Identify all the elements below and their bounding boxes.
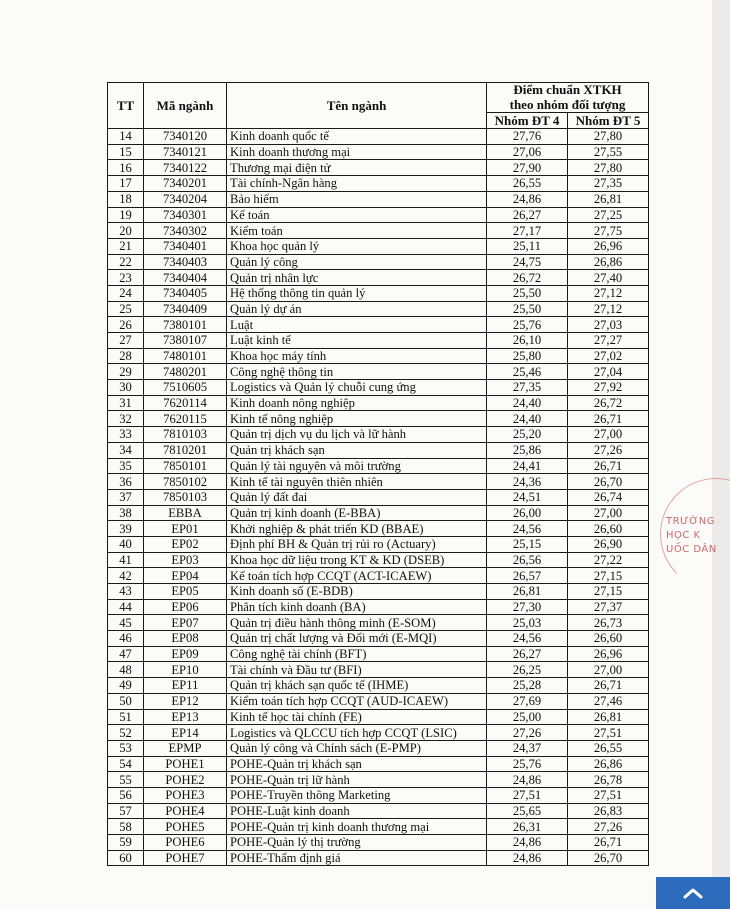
row-ten-nganh: Quản lý tài nguyên và môi trường <box>227 458 487 474</box>
row-ten-nganh: Logistics và QLCCU tích hợp CCQT (LSIC) <box>227 725 487 741</box>
row-diem-dt5: 27,22 <box>568 552 649 568</box>
row-diem-dt5: 26,60 <box>568 521 649 537</box>
row-tt: 27 <box>108 333 144 349</box>
row-ma-nganh: EP03 <box>144 552 227 568</box>
row-diem-dt4: 24,86 <box>487 850 568 866</box>
row-diem-dt5: 27,46 <box>568 693 649 709</box>
row-ten-nganh: Kế toán tích hợp CCQT (ACT-ICAEW) <box>227 568 487 584</box>
row-ten-nganh: POHE-Quản trị lữ hành <box>227 772 487 788</box>
row-diem-dt4: 26,56 <box>487 552 568 568</box>
row-ma-nganh: POHE4 <box>144 803 227 819</box>
row-diem-dt4: 25,80 <box>487 348 568 364</box>
row-ma-nganh: EP13 <box>144 709 227 725</box>
row-ten-nganh: Quản trị chất lượng và Đổi mới (E-MQI) <box>227 631 487 647</box>
row-tt: 52 <box>108 725 144 741</box>
row-diem-dt5: 26,96 <box>568 238 649 254</box>
table-row <box>108 301 649 317</box>
row-ma-nganh: 7480101 <box>144 348 227 364</box>
row-diem-dt4: 25,00 <box>487 709 568 725</box>
row-diem-dt4: 27,17 <box>487 223 568 239</box>
row-ma-nganh: POHE5 <box>144 819 227 835</box>
row-ten-nganh: Thương mại điện tử <box>227 160 487 176</box>
row-diem-dt4: 25,11 <box>487 238 568 254</box>
row-ten-nganh: Tài chính-Ngân hàng <box>227 176 487 192</box>
row-diem-dt5: 26,70 <box>568 850 649 866</box>
row-ten-nganh: Luật <box>227 317 487 333</box>
row-diem-dt5: 26,71 <box>568 458 649 474</box>
table-row <box>108 474 649 490</box>
row-ma-nganh: 7380107 <box>144 333 227 349</box>
row-ten-nganh: Khoa học máy tính <box>227 348 487 364</box>
table-row <box>108 348 649 364</box>
row-ma-nganh: POHE2 <box>144 772 227 788</box>
row-diem-dt5: 27,26 <box>568 442 649 458</box>
row-diem-dt4: 25,15 <box>487 536 568 552</box>
row-tt: 21 <box>108 238 144 254</box>
row-tt: 53 <box>108 740 144 756</box>
row-ma-nganh: 7480201 <box>144 364 227 380</box>
table-row <box>108 238 649 254</box>
table-row <box>108 442 649 458</box>
row-diem-dt4: 25,76 <box>487 756 568 772</box>
row-ma-nganh: 7340301 <box>144 207 227 223</box>
row-ma-nganh: EP05 <box>144 584 227 600</box>
table-row <box>108 662 649 678</box>
table-row <box>108 364 649 380</box>
table-row <box>108 129 649 145</box>
row-ten-nganh: Khởi nghiệp & phát triển KD (BBAE) <box>227 521 487 537</box>
row-ten-nganh: Kinh doanh quốc tế <box>227 129 487 145</box>
stamp-text: HỌC K <box>666 530 701 541</box>
row-ten-nganh: Kinh doanh nông nghiệp <box>227 395 487 411</box>
row-ma-nganh: 7340409 <box>144 301 227 317</box>
row-tt: 22 <box>108 254 144 270</box>
row-tt: 30 <box>108 380 144 396</box>
row-diem-dt5: 26,70 <box>568 474 649 490</box>
row-diem-dt5: 26,83 <box>568 803 649 819</box>
row-ten-nganh: Kế toán <box>227 207 487 223</box>
row-ten-nganh: Kinh tế tài nguyên thiên nhiên <box>227 474 487 490</box>
row-tt: 19 <box>108 207 144 223</box>
row-ma-nganh: 7620114 <box>144 395 227 411</box>
table-row <box>108 568 649 584</box>
row-ten-nganh: Quản lý đất đai <box>227 489 487 505</box>
row-ma-nganh: EP11 <box>144 678 227 694</box>
table-row <box>108 850 649 866</box>
row-diem-dt5: 27,25 <box>568 207 649 223</box>
row-diem-dt4: 27,69 <box>487 693 568 709</box>
row-ten-nganh: Hệ thống thông tin quản lý <box>227 285 487 301</box>
table-row <box>108 458 649 474</box>
row-tt: 37 <box>108 489 144 505</box>
table-row <box>108 333 649 349</box>
row-diem-dt4: 26,55 <box>487 176 568 192</box>
table-row <box>108 270 649 286</box>
row-diem-dt4: 24,56 <box>487 521 568 537</box>
row-diem-dt5: 27,15 <box>568 584 649 600</box>
row-tt: 44 <box>108 599 144 615</box>
table-row <box>108 254 649 270</box>
row-diem-dt5: 26,74 <box>568 489 649 505</box>
row-diem-dt4: 25,28 <box>487 678 568 694</box>
row-diem-dt5: 26,96 <box>568 646 649 662</box>
row-ma-nganh: POHE3 <box>144 787 227 803</box>
table-row <box>108 191 649 207</box>
row-diem-dt4: 26,25 <box>487 662 568 678</box>
row-ma-nganh: EP09 <box>144 646 227 662</box>
table-header-row <box>108 83 649 98</box>
row-ten-nganh: Kiểm toán <box>227 223 487 239</box>
row-ma-nganh: EP08 <box>144 631 227 647</box>
row-diem-dt5: 27,02 <box>568 348 649 364</box>
row-tt: 60 <box>108 850 144 866</box>
row-ten-nganh: Kiểm toán tích hợp CCQT (AUD-ICAEW) <box>227 693 487 709</box>
row-diem-dt4: 26,81 <box>487 584 568 600</box>
table-row <box>108 693 649 709</box>
header-diem-chuan-line1: Điểm chuẩn XTKH <box>487 83 649 98</box>
row-tt: 28 <box>108 348 144 364</box>
row-diem-dt4: 24,86 <box>487 772 568 788</box>
row-diem-dt5: 27,27 <box>568 333 649 349</box>
row-diem-dt4: 27,51 <box>487 787 568 803</box>
row-diem-dt5: 27,00 <box>568 662 649 678</box>
row-diem-dt5: 27,55 <box>568 144 649 160</box>
row-diem-dt5: 26,81 <box>568 191 649 207</box>
row-diem-dt4: 26,27 <box>487 207 568 223</box>
row-ten-nganh: Quản lý công <box>227 254 487 270</box>
row-diem-dt5: 26,71 <box>568 411 649 427</box>
table-row <box>108 646 649 662</box>
row-diem-dt5: 27,12 <box>568 301 649 317</box>
chevron-up-icon <box>682 886 704 900</box>
row-diem-dt5: 27,04 <box>568 364 649 380</box>
row-ten-nganh: Kinh tế học tài chính (FE) <box>227 709 487 725</box>
row-tt: 41 <box>108 552 144 568</box>
table-row <box>108 411 649 427</box>
row-diem-dt4: 24,86 <box>487 835 568 851</box>
row-tt: 38 <box>108 505 144 521</box>
row-ma-nganh: 7340403 <box>144 254 227 270</box>
table-row <box>108 395 649 411</box>
row-tt: 40 <box>108 536 144 552</box>
row-diem-dt4: 24,56 <box>487 631 568 647</box>
row-diem-dt4: 24,40 <box>487 395 568 411</box>
row-ten-nganh: POHE-Luật kinh doanh <box>227 803 487 819</box>
header-nhom-dt5: Nhóm ĐT 5 <box>568 113 649 129</box>
row-ten-nganh: Khoa học dữ liệu trong KT & KD (DSEB) <box>227 552 487 568</box>
row-diem-dt5: 27,00 <box>568 505 649 521</box>
row-ten-nganh: POHE-Truyền thông Marketing <box>227 787 487 803</box>
table-row <box>108 740 649 756</box>
row-diem-dt5: 27,03 <box>568 317 649 333</box>
row-ma-nganh: 7850102 <box>144 474 227 490</box>
row-ma-nganh: EP04 <box>144 568 227 584</box>
row-diem-dt4: 26,10 <box>487 333 568 349</box>
row-diem-dt5: 26,78 <box>568 772 649 788</box>
stamp-text: UỐC DÂN <box>666 544 717 555</box>
row-diem-dt5: 26,86 <box>568 756 649 772</box>
table-row <box>108 584 649 600</box>
table-row <box>108 803 649 819</box>
table-row <box>108 552 649 568</box>
row-diem-dt5: 26,55 <box>568 740 649 756</box>
row-tt: 43 <box>108 584 144 600</box>
row-ma-nganh: EP02 <box>144 536 227 552</box>
row-diem-dt4: 26,57 <box>487 568 568 584</box>
row-diem-dt4: 27,90 <box>487 160 568 176</box>
row-ma-nganh: 7340401 <box>144 238 227 254</box>
row-diem-dt5: 26,72 <box>568 395 649 411</box>
row-diem-dt5: 27,80 <box>568 160 649 176</box>
row-tt: 18 <box>108 191 144 207</box>
header-ma-nganh: Mã ngành <box>144 83 227 129</box>
table-row <box>108 819 649 835</box>
table-row <box>108 176 649 192</box>
row-tt: 59 <box>108 835 144 851</box>
row-ten-nganh: Kinh doanh số (E-BDB) <box>227 584 487 600</box>
row-ten-nganh: Quản trị điều hành thông minh (E-SOM) <box>227 615 487 631</box>
row-diem-dt4: 25,50 <box>487 285 568 301</box>
row-diem-dt4: 25,65 <box>487 803 568 819</box>
table-row <box>108 521 649 537</box>
table-row <box>108 536 649 552</box>
row-diem-dt4: 27,26 <box>487 725 568 741</box>
row-tt: 42 <box>108 568 144 584</box>
row-tt: 39 <box>108 521 144 537</box>
row-tt: 23 <box>108 270 144 286</box>
table-row <box>108 223 649 239</box>
row-tt: 46 <box>108 631 144 647</box>
row-ma-nganh: POHE1 <box>144 756 227 772</box>
row-ma-nganh: 7380101 <box>144 317 227 333</box>
table-row <box>108 207 649 223</box>
table-row <box>108 489 649 505</box>
row-diem-dt4: 25,86 <box>487 442 568 458</box>
table-row <box>108 709 649 725</box>
row-ten-nganh: POHE-Quản trị kinh doanh thương mại <box>227 819 487 835</box>
row-ma-nganh: 7340302 <box>144 223 227 239</box>
row-ma-nganh: EP10 <box>144 662 227 678</box>
row-diem-dt4: 24,37 <box>487 740 568 756</box>
table-row <box>108 725 649 741</box>
table-body <box>108 129 649 866</box>
table-row <box>108 835 649 851</box>
row-tt: 58 <box>108 819 144 835</box>
row-diem-dt5: 27,40 <box>568 270 649 286</box>
row-ten-nganh: POHE-Thẩm định giá <box>227 850 487 866</box>
row-tt: 20 <box>108 223 144 239</box>
row-diem-dt5: 26,86 <box>568 254 649 270</box>
row-diem-dt5: 27,00 <box>568 427 649 443</box>
row-ten-nganh: Quản trị khách sạn <box>227 442 487 458</box>
row-diem-dt5: 27,26 <box>568 819 649 835</box>
row-tt: 33 <box>108 427 144 443</box>
row-diem-dt4: 25,03 <box>487 615 568 631</box>
row-diem-dt4: 25,76 <box>487 317 568 333</box>
row-ten-nganh: Quản trị khách sạn quốc tế (IHME) <box>227 678 487 694</box>
row-ma-nganh: 7340201 <box>144 176 227 192</box>
row-tt: 45 <box>108 615 144 631</box>
row-diem-dt4: 26,00 <box>487 505 568 521</box>
table-row <box>108 160 649 176</box>
table-row <box>108 505 649 521</box>
row-tt: 29 <box>108 364 144 380</box>
row-ten-nganh: Logistics và Quản lý chuỗi cung ứng <box>227 380 487 396</box>
header-ten-nganh: Tên ngành <box>227 83 487 129</box>
header-tt: TT <box>108 83 144 129</box>
row-diem-dt4: 24,41 <box>487 458 568 474</box>
row-tt: 25 <box>108 301 144 317</box>
row-tt: 31 <box>108 395 144 411</box>
row-diem-dt5: 26,73 <box>568 615 649 631</box>
row-ma-nganh: EP14 <box>144 725 227 741</box>
row-diem-dt5: 27,35 <box>568 176 649 192</box>
header-diem-chuan-line2: theo nhóm đối tượng <box>487 98 649 113</box>
row-ten-nganh: Kinh tế nông nghiệp <box>227 411 487 427</box>
row-diem-dt5: 27,15 <box>568 568 649 584</box>
row-tt: 32 <box>108 411 144 427</box>
row-diem-dt4: 26,31 <box>487 819 568 835</box>
row-ma-nganh: POHE6 <box>144 835 227 851</box>
row-ten-nganh: Phân tích kinh doanh (BA) <box>227 599 487 615</box>
row-diem-dt5: 26,90 <box>568 536 649 552</box>
row-diem-dt5: 26,81 <box>568 709 649 725</box>
header-nhom-dt4: Nhóm ĐT 4 <box>487 113 568 129</box>
row-diem-dt4: 25,46 <box>487 364 568 380</box>
row-ma-nganh: EBBA <box>144 505 227 521</box>
table-row <box>108 772 649 788</box>
row-tt: 15 <box>108 144 144 160</box>
row-diem-dt5: 27,51 <box>568 787 649 803</box>
row-tt: 24 <box>108 285 144 301</box>
row-diem-dt4: 24,36 <box>487 474 568 490</box>
row-ma-nganh: EP01 <box>144 521 227 537</box>
row-diem-dt5: 27,12 <box>568 285 649 301</box>
row-diem-dt4: 27,30 <box>487 599 568 615</box>
row-ma-nganh: 7340120 <box>144 129 227 145</box>
row-diem-dt5: 26,71 <box>568 835 649 851</box>
table-row <box>108 427 649 443</box>
table-row <box>108 615 649 631</box>
row-ten-nganh: Công nghệ tài chính (BFT) <box>227 646 487 662</box>
page-edge <box>712 0 730 909</box>
row-diem-dt4: 24,86 <box>487 191 568 207</box>
row-ten-nganh: Bảo hiểm <box>227 191 487 207</box>
row-ma-nganh: EPMP <box>144 740 227 756</box>
table-row <box>108 631 649 647</box>
table-row <box>108 678 649 694</box>
row-tt: 17 <box>108 176 144 192</box>
row-tt: 51 <box>108 709 144 725</box>
row-ten-nganh: Quản trị kinh doanh (E-BBA) <box>227 505 487 521</box>
row-tt: 56 <box>108 787 144 803</box>
row-diem-dt4: 27,35 <box>487 380 568 396</box>
row-diem-dt4: 24,51 <box>487 489 568 505</box>
row-ten-nganh: POHE-Quản trị khách sạn <box>227 756 487 772</box>
row-ma-nganh: 7810201 <box>144 442 227 458</box>
row-ma-nganh: 7850103 <box>144 489 227 505</box>
row-tt: 34 <box>108 442 144 458</box>
row-ma-nganh: 7340405 <box>144 285 227 301</box>
row-diem-dt5: 27,51 <box>568 725 649 741</box>
table-row <box>108 599 649 615</box>
row-ma-nganh: POHE7 <box>144 850 227 866</box>
stamp-text: TRƯỜNG <box>666 516 715 527</box>
row-diem-dt5: 26,60 <box>568 631 649 647</box>
table-row <box>108 144 649 160</box>
row-diem-dt5: 26,71 <box>568 678 649 694</box>
row-tt: 36 <box>108 474 144 490</box>
table-row <box>108 787 649 803</box>
row-diem-dt5: 27,92 <box>568 380 649 396</box>
scroll-to-top-button[interactable] <box>656 877 730 909</box>
row-ma-nganh: 7850101 <box>144 458 227 474</box>
row-diem-dt4: 24,40 <box>487 411 568 427</box>
row-diem-dt4: 25,50 <box>487 301 568 317</box>
row-diem-dt5: 27,75 <box>568 223 649 239</box>
row-ten-nganh: Quản lý dự án <box>227 301 487 317</box>
table-row <box>108 285 649 301</box>
row-ma-nganh: 7340121 <box>144 144 227 160</box>
row-ten-nganh: Quản trị dịch vụ du lịch và lữ hành <box>227 427 487 443</box>
row-diem-dt5: 27,37 <box>568 599 649 615</box>
row-ten-nganh: Quản trị nhân lực <box>227 270 487 286</box>
row-tt: 50 <box>108 693 144 709</box>
row-ten-nganh: Tài chính và Đầu tư (BFI) <box>227 662 487 678</box>
red-stamp <box>656 472 730 602</box>
row-ma-nganh: EP07 <box>144 615 227 631</box>
row-tt: 54 <box>108 756 144 772</box>
row-ma-nganh: 7810103 <box>144 427 227 443</box>
row-tt: 26 <box>108 317 144 333</box>
admission-score-table <box>107 82 649 866</box>
table-row <box>108 756 649 772</box>
row-ma-nganh: 7340122 <box>144 160 227 176</box>
row-diem-dt4: 26,27 <box>487 646 568 662</box>
row-tt: 35 <box>108 458 144 474</box>
row-ten-nganh: Công nghệ thông tin <box>227 364 487 380</box>
row-tt: 49 <box>108 678 144 694</box>
row-ma-nganh: 7510605 <box>144 380 227 396</box>
row-ten-nganh: POHE-Quản lý thị trường <box>227 835 487 851</box>
row-diem-dt4: 25,20 <box>487 427 568 443</box>
row-tt: 16 <box>108 160 144 176</box>
row-ten-nganh: Luật kinh tế <box>227 333 487 349</box>
row-diem-dt5: 27,80 <box>568 129 649 145</box>
row-ten-nganh: Định phí BH & Quản trị rủi ro (Actuary) <box>227 536 487 552</box>
row-tt: 57 <box>108 803 144 819</box>
row-ten-nganh: Khoa học quản lý <box>227 238 487 254</box>
row-tt: 55 <box>108 772 144 788</box>
row-ma-nganh: 7620115 <box>144 411 227 427</box>
row-diem-dt4: 27,06 <box>487 144 568 160</box>
row-ma-nganh: 7340204 <box>144 191 227 207</box>
table-row <box>108 317 649 333</box>
row-ma-nganh: EP12 <box>144 693 227 709</box>
table-row <box>108 380 649 396</box>
row-diem-dt4: 26,72 <box>487 270 568 286</box>
row-tt: 47 <box>108 646 144 662</box>
row-ma-nganh: 7340404 <box>144 270 227 286</box>
row-diem-dt4: 24,75 <box>487 254 568 270</box>
row-ma-nganh: EP06 <box>144 599 227 615</box>
row-ten-nganh: Kinh doanh thương mại <box>227 144 487 160</box>
row-ten-nganh: Quản lý công và Chính sách (E-PMP) <box>227 740 487 756</box>
row-tt: 14 <box>108 129 144 145</box>
row-tt: 48 <box>108 662 144 678</box>
row-diem-dt4: 27,76 <box>487 129 568 145</box>
